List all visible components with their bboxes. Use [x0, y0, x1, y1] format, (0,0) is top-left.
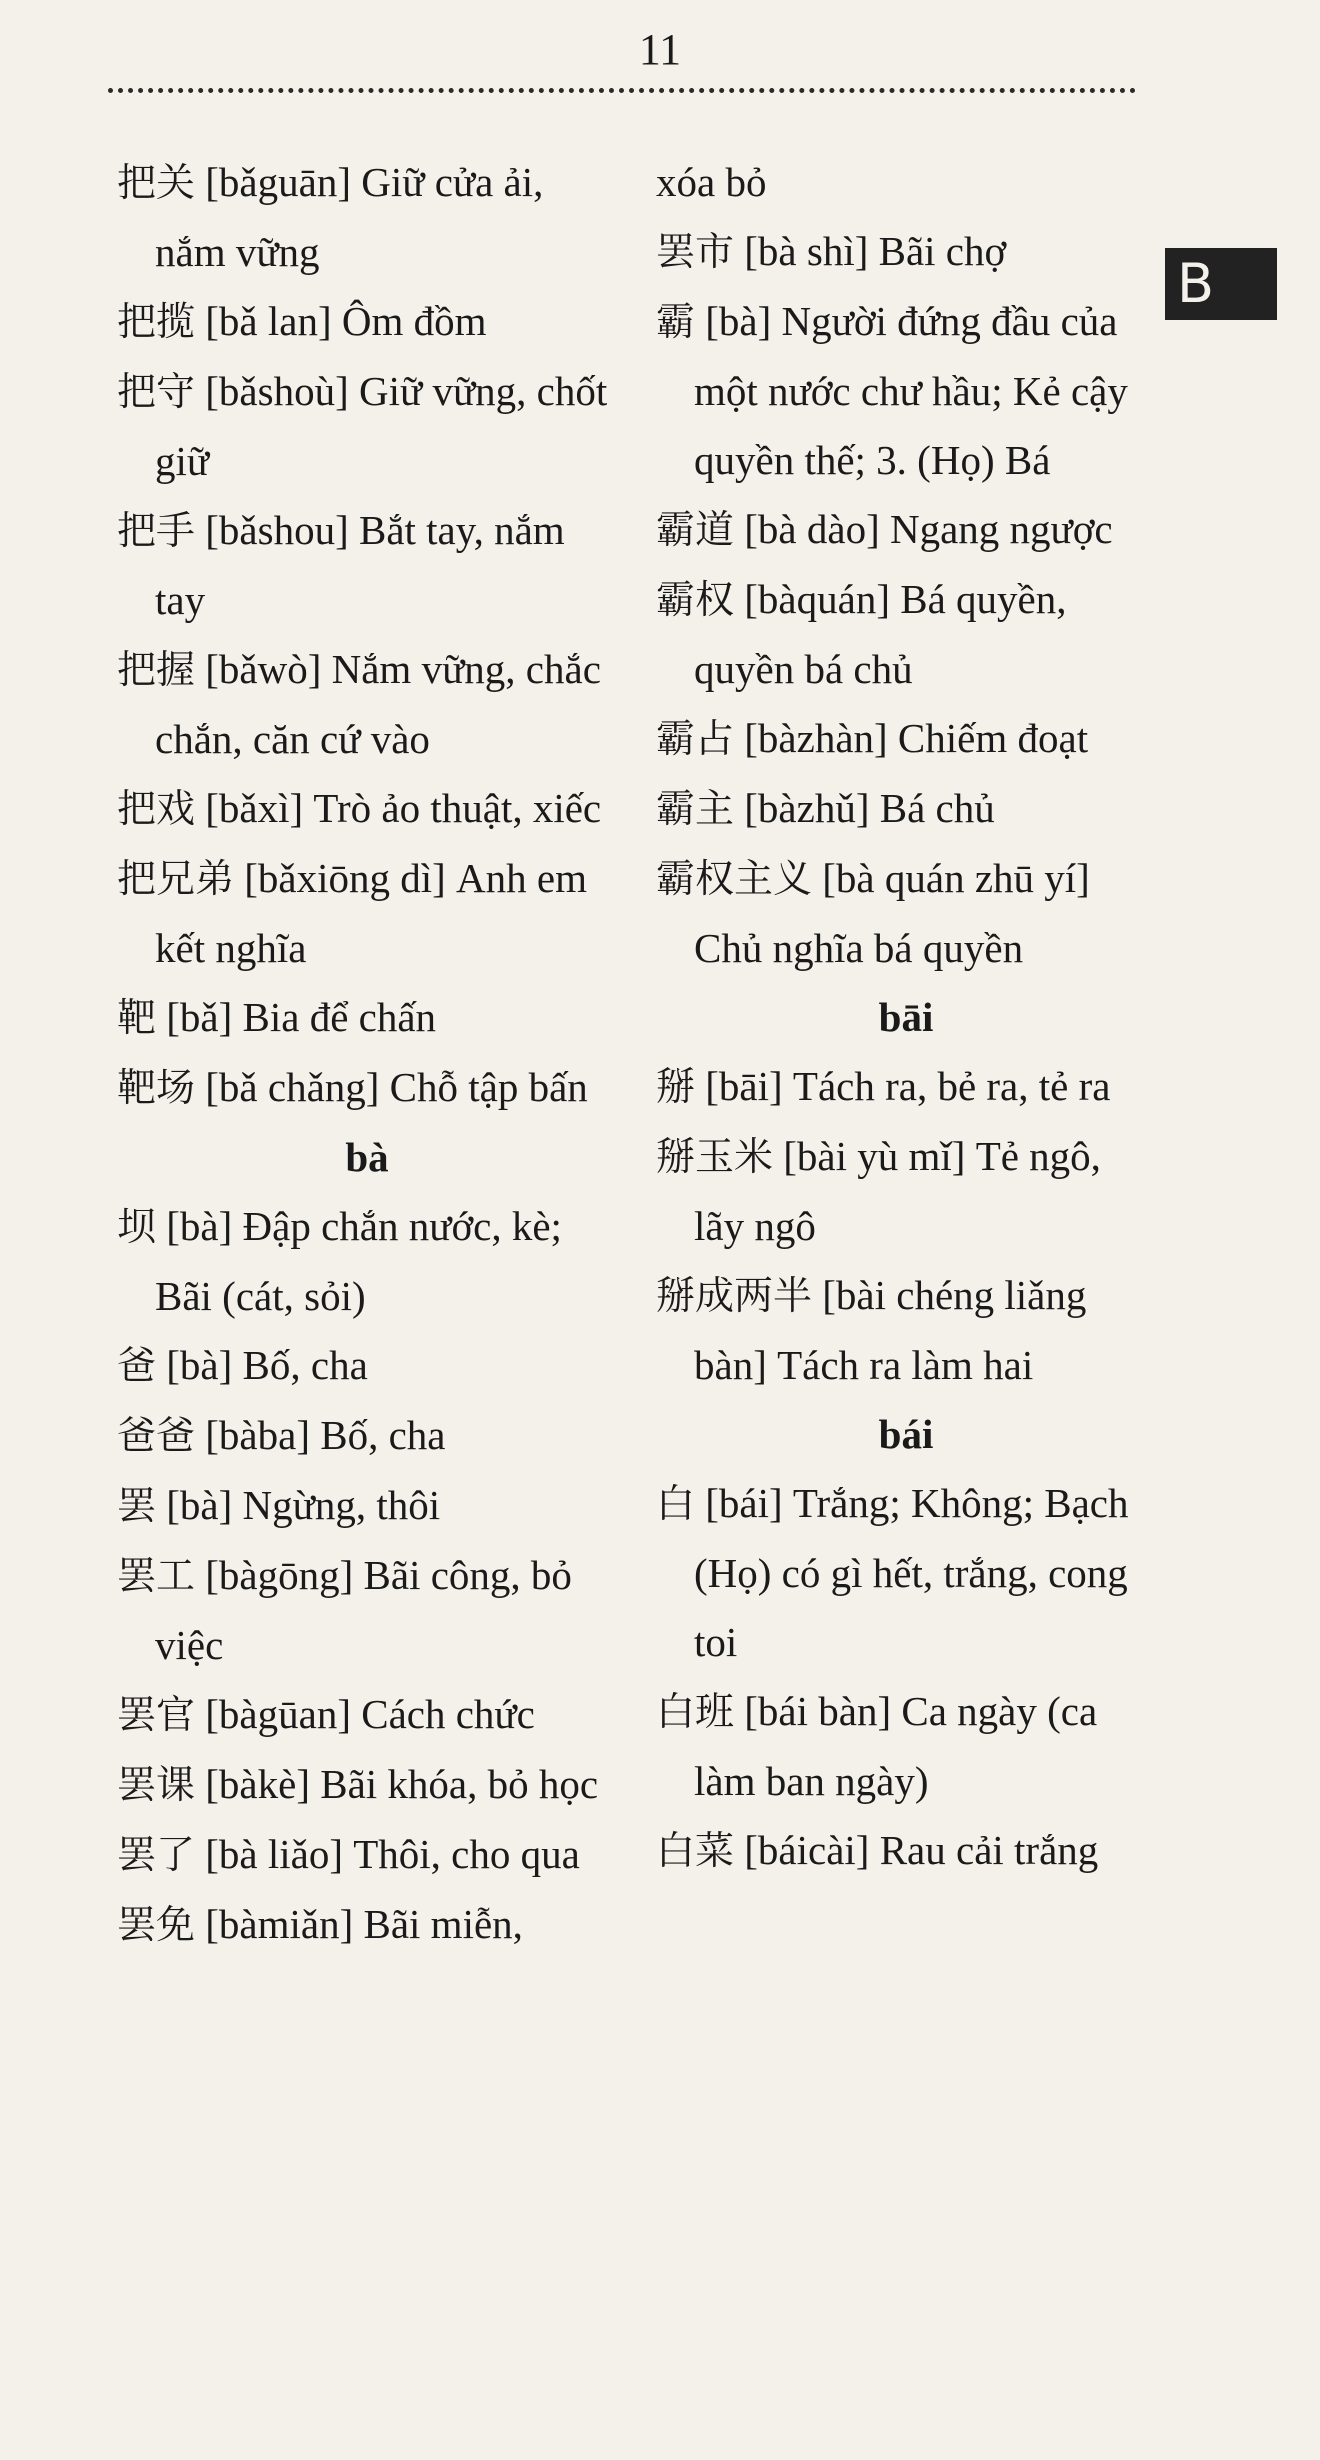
entry-hanzi: 爸: [117, 1344, 157, 1389]
entry-text: [bǎ lan] Ôm đồm: [195, 298, 487, 344]
entry-text: [bàzhǔ] Bá chủ: [734, 785, 995, 831]
entry-hanzi: 把手: [117, 509, 196, 554]
entry-text: [bàquán] Bá quyền, quyền bá chủ: [694, 576, 1067, 692]
dictionary-entry: [656, 1122, 1156, 1261]
entry-hanzi: 掰玉米: [656, 1135, 774, 1180]
entry-hanzi: 靶: [117, 996, 157, 1041]
entry-text: [bàkè] Bãi khóa, bỏ học: [195, 1761, 599, 1807]
section-letter-tab: B: [1165, 248, 1277, 320]
dictionary-entry: [656, 565, 1156, 704]
entry-text: [bǎguān] Giữ cửa ải, nắm vững: [155, 159, 544, 275]
dictionary-entry: [656, 217, 1156, 287]
dictionary-entry: [117, 287, 617, 357]
entry-hanzi: 靶场: [117, 1066, 196, 1111]
dotted-divider: [108, 88, 1136, 93]
dictionary-entry: [117, 1541, 617, 1680]
entry-hanzi: 爸爸: [117, 1414, 196, 1459]
entry-hanzi: 把守: [117, 370, 196, 415]
entry-text: [bà liǎo] Thôi, cho qua: [195, 1831, 580, 1877]
entry-text: [bái] Trắng; Không; Bạch (Họ) có gì hết, trắng, cong toi: [694, 1480, 1129, 1665]
entry-text: [bà] Người đứng đầu của một nước chư hầu; Kẻ cậy quyền thế; 3. (Họ) Bá: [694, 298, 1128, 483]
entry-text: [bà dào] Ngang ngược: [734, 506, 1113, 552]
dictionary-entry: [656, 287, 1156, 495]
dictionary-entry-continuation: [656, 148, 1156, 217]
entry-hanzi: 掰: [656, 1065, 696, 1110]
entry-text: [bǎ chǎng] Chỗ tập bấn: [195, 1064, 588, 1110]
entry-hanzi: 坝: [117, 1205, 157, 1250]
dictionary-entry: [117, 357, 617, 496]
entry-hanzi: 把揽: [117, 300, 196, 345]
section-heading: bái: [878, 1411, 934, 1457]
dictionary-entry: [117, 148, 617, 287]
entry-hanzi: 霸权: [656, 578, 735, 623]
entry-hanzi: 把戏: [117, 787, 196, 832]
entry-hanzi: 把兄弟: [117, 857, 235, 902]
dictionary-entry: [117, 1053, 617, 1123]
entry-hanzi: 罢工: [117, 1554, 196, 1599]
entry-text: [bài yù mǐ] Tẻ ngô, lãy ngô: [694, 1133, 1101, 1249]
dictionary-entry: [117, 1750, 617, 1820]
entry-hanzi: 白: [656, 1482, 696, 1527]
entry-hanzi: 把握: [117, 648, 196, 693]
entry-hanzi: 霸权主义: [656, 857, 813, 902]
entry-text: [bà quán zhū yí] Chủ nghĩa bá quyền: [694, 855, 1090, 971]
entry-text: [bài chéng liǎng bàn] Tách ra làm hai: [694, 1272, 1087, 1388]
dictionary-entry: [117, 774, 617, 844]
entry-text: [bǎxiōng dì] Anh em kết nghĩa: [155, 855, 587, 971]
entry-text: [bàgūan] Cách chức: [195, 1691, 535, 1737]
left-column: [117, 148, 617, 1960]
dictionary-entry: [656, 1261, 1156, 1400]
dictionary-entry: [656, 1677, 1156, 1816]
entry-text: [bāi] Tách ra, bẻ ra, tẻ ra: [695, 1063, 1111, 1109]
dictionary-entry: [656, 1816, 1156, 1886]
entry-hanzi: 罢了: [117, 1833, 196, 1878]
entry-hanzi: 霸道: [656, 508, 735, 553]
dictionary-entry: [117, 1820, 617, 1890]
entry-hanzi: 罢: [117, 1484, 157, 1529]
entry-hanzi: 罢官: [117, 1693, 196, 1738]
entry-hanzi: 霸: [656, 300, 696, 345]
entry-text: [bàmiǎn] Bãi miễn,: [195, 1901, 523, 1947]
section-heading: bà: [345, 1134, 389, 1180]
entry-hanzi: 把关: [117, 161, 196, 206]
dictionary-entry: [117, 1471, 617, 1541]
dictionary-entry: [656, 1469, 1156, 1677]
entry-text: [bà shì] Bãi chợ: [734, 228, 1007, 274]
entry-text: [bàzhàn] Chiếm đoạt: [734, 715, 1089, 761]
entry-text: [bǎxì] Trò ảo thuật, xiếc: [195, 785, 602, 831]
entry-text: [bàgōng] Bãi công, bỏ việc: [155, 1552, 572, 1668]
entry-text: [bǎ] Bia để chấn: [156, 994, 437, 1040]
dictionary-entry: [117, 1401, 617, 1471]
entry-text: [bǎwò] Nắm vững, chắc chắn, căn cứ vào: [155, 646, 601, 762]
entry-hanzi: 霸主: [656, 787, 735, 832]
dictionary-entry: [656, 495, 1156, 565]
entry-hanzi: 罢市: [656, 230, 735, 275]
entry-hanzi: 霸占: [656, 717, 735, 762]
entry-text: [bà] Đập chắn nước, kè; Bãi (cát, sỏi): [155, 1203, 562, 1319]
entry-text: [bái bàn] Ca ngày (ca làm ban ngày): [694, 1688, 1098, 1804]
page-number: 11: [638, 25, 682, 74]
entry-text: [bǎshou] Bắt tay, nắm tay: [155, 507, 565, 623]
entry-hanzi: 掰成两半: [656, 1274, 813, 1319]
section-heading: bāi: [878, 994, 934, 1040]
entry-text: [bǎshoù] Giữ vững, chốt giữ: [155, 368, 608, 484]
entry-text: [bàba] Bố, cha: [195, 1412, 446, 1458]
right-column: [656, 148, 1156, 1886]
entry-text: [báicài] Rau cải trắng: [734, 1827, 1099, 1873]
dictionary-entry: [117, 1890, 617, 1960]
dictionary-entry: [656, 844, 1156, 983]
entry-hanzi: 白班: [656, 1690, 735, 1735]
dictionary-entry: [656, 774, 1156, 844]
dictionary-entry: [117, 844, 617, 983]
dictionary-entry: [656, 1052, 1156, 1122]
dictionary-entry: [117, 1192, 617, 1331]
entry-hanzi: 罢课: [117, 1763, 196, 1808]
entry-hanzi: 罢免: [117, 1903, 196, 1948]
dictionary-entry: [117, 1680, 617, 1750]
entry-text: [bà] Ngừng, thôi: [156, 1482, 441, 1528]
entry-text: xóa bỏ: [656, 159, 767, 205]
dictionary-entry: [117, 983, 617, 1053]
dictionary-entry: [117, 496, 617, 635]
dictionary-entry: [656, 704, 1156, 774]
entry-hanzi: 白菜: [656, 1829, 735, 1874]
dictionary-entry: [117, 1331, 617, 1401]
dictionary-entry: [117, 635, 617, 774]
entry-text: [bà] Bố, cha: [156, 1342, 368, 1388]
